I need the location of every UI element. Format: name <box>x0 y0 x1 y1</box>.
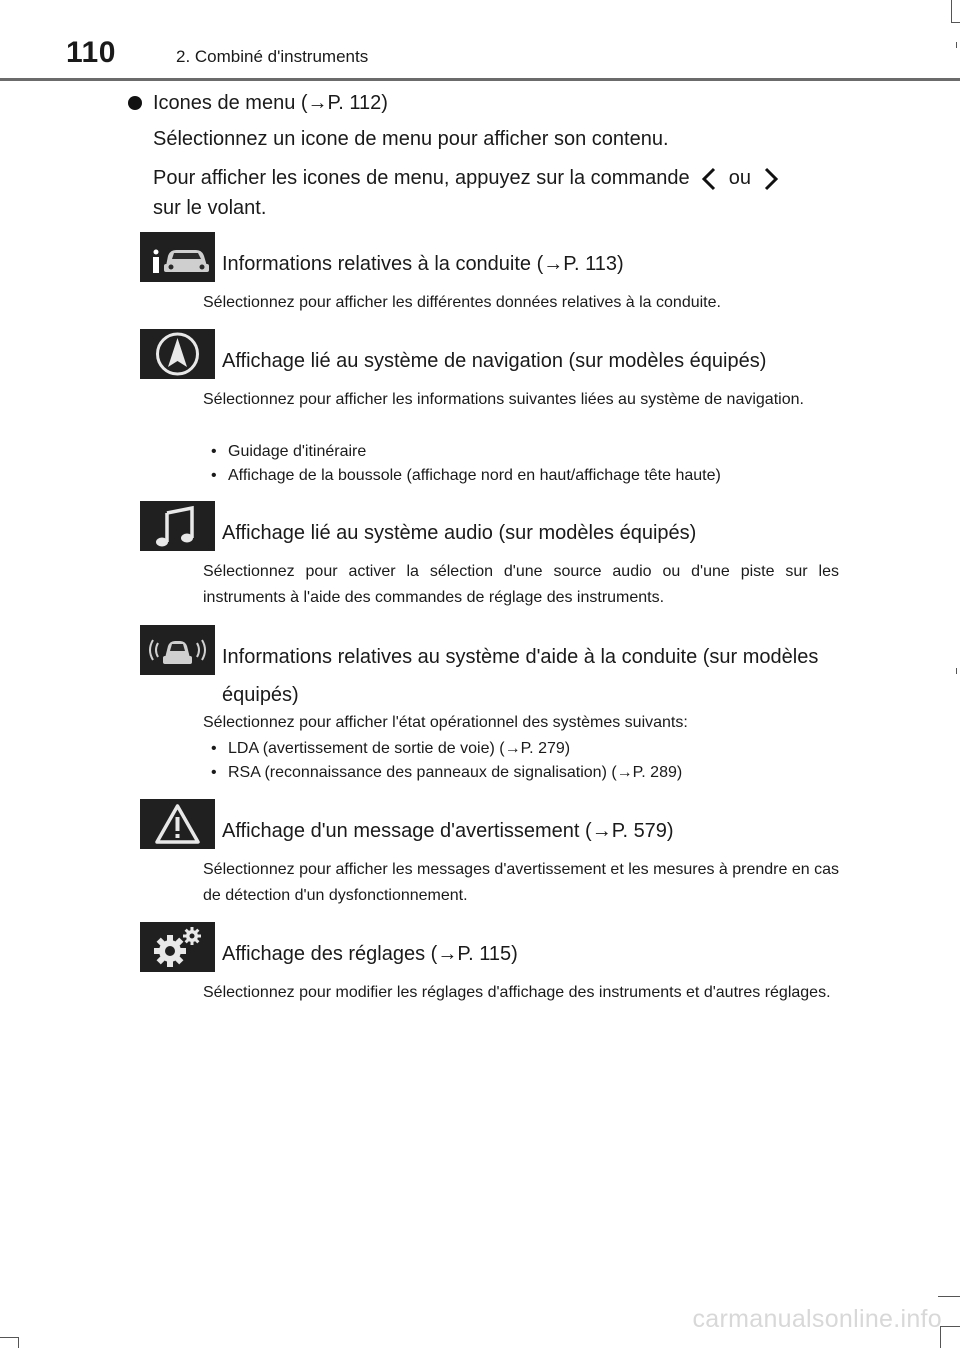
crop-mark <box>18 1337 19 1348</box>
item-title: Affichage lié au système de navigation (sur modèles équipés) <box>222 350 767 372</box>
driving-assist-icon <box>140 625 215 675</box>
chevron-right-icon <box>761 166 781 192</box>
watermark: carmanualsonline.info <box>692 1305 942 1333</box>
item-description: Sélectionnez pour activer la sélection d'une source audio ou d'une piste sur les instruments à l'aide des commandes de réglage des instruments. <box>203 563 839 606</box>
item-title: Informations relatives au système d'aide à la conduite (sur modèles équipés) <box>222 646 819 706</box>
navigation-icon <box>140 329 215 379</box>
car-info-icon <box>140 232 215 282</box>
page-number: 110 <box>66 36 116 69</box>
warning-icon <box>140 799 215 849</box>
item-title: Affichage d'un message d'avertissement (→P. 579) <box>222 820 674 842</box>
list-item: • LDA (avertissement de sortie de voie) (→P. 279) <box>208 737 682 761</box>
list-item: • Guidage d'itinéraire <box>208 440 721 464</box>
intro-text-b: sur le volant. <box>153 197 267 219</box>
crop-mark <box>951 22 960 23</box>
intro-text: Sélectionnez un icone de menu pour afficher son contenu. <box>153 128 669 150</box>
item-description: Sélectionnez pour afficher les différentes données relatives à la conduite. <box>203 294 721 311</box>
intro-instructions <box>153 163 843 223</box>
item-title: Affichage des réglages (→P. 115) <box>222 943 518 965</box>
crop-mark <box>951 0 952 22</box>
item-description: Sélectionnez pour afficher les informations suivantes liées au système de navigation. <box>203 391 804 408</box>
list-item: • RSA (reconnaissance des panneaux de signalisation) (→P. 289) <box>208 761 682 785</box>
intro-or: ou <box>728 167 751 189</box>
intro-bullet <box>128 96 142 110</box>
header-rule <box>0 78 960 81</box>
item-description: Sélectionnez pour afficher l'état opérationnel des systèmes suivants: <box>203 714 688 731</box>
item-bullet-list <box>208 440 721 488</box>
crop-mark <box>956 668 957 674</box>
crop-mark <box>0 1337 18 1338</box>
crop-mark <box>956 42 957 48</box>
intro-title: Icones de menu (→P. 112) <box>153 92 388 114</box>
crop-mark <box>938 1296 960 1297</box>
section-title: 2. Combiné d'instruments <box>176 47 369 66</box>
item-bullet-list <box>208 737 682 785</box>
intro-text-a: Pour afficher les icones de menu, appuyez sur la commande <box>153 167 690 189</box>
item-description: Sélectionnez pour afficher les messages d'avertissement et les mesures à prendre en cas de détection d'un dysfonctionnement. <box>203 861 839 904</box>
item-title: Informations relatives à la conduite (→P. 113) <box>222 253 624 275</box>
item-description: Sélectionnez pour modifier les réglages d'affichage des instruments et d'autres réglages. <box>203 984 831 1001</box>
chevron-left-icon <box>699 166 719 192</box>
crop-mark <box>940 1326 960 1327</box>
list-item: • Affichage de la boussole (affichage nord en haut/affichage tête haute) <box>208 464 721 488</box>
settings-gears-icon <box>140 922 215 972</box>
music-note-icon <box>140 501 215 551</box>
item-title: Affichage lié au système audio (sur modèles équipés) <box>222 522 697 544</box>
